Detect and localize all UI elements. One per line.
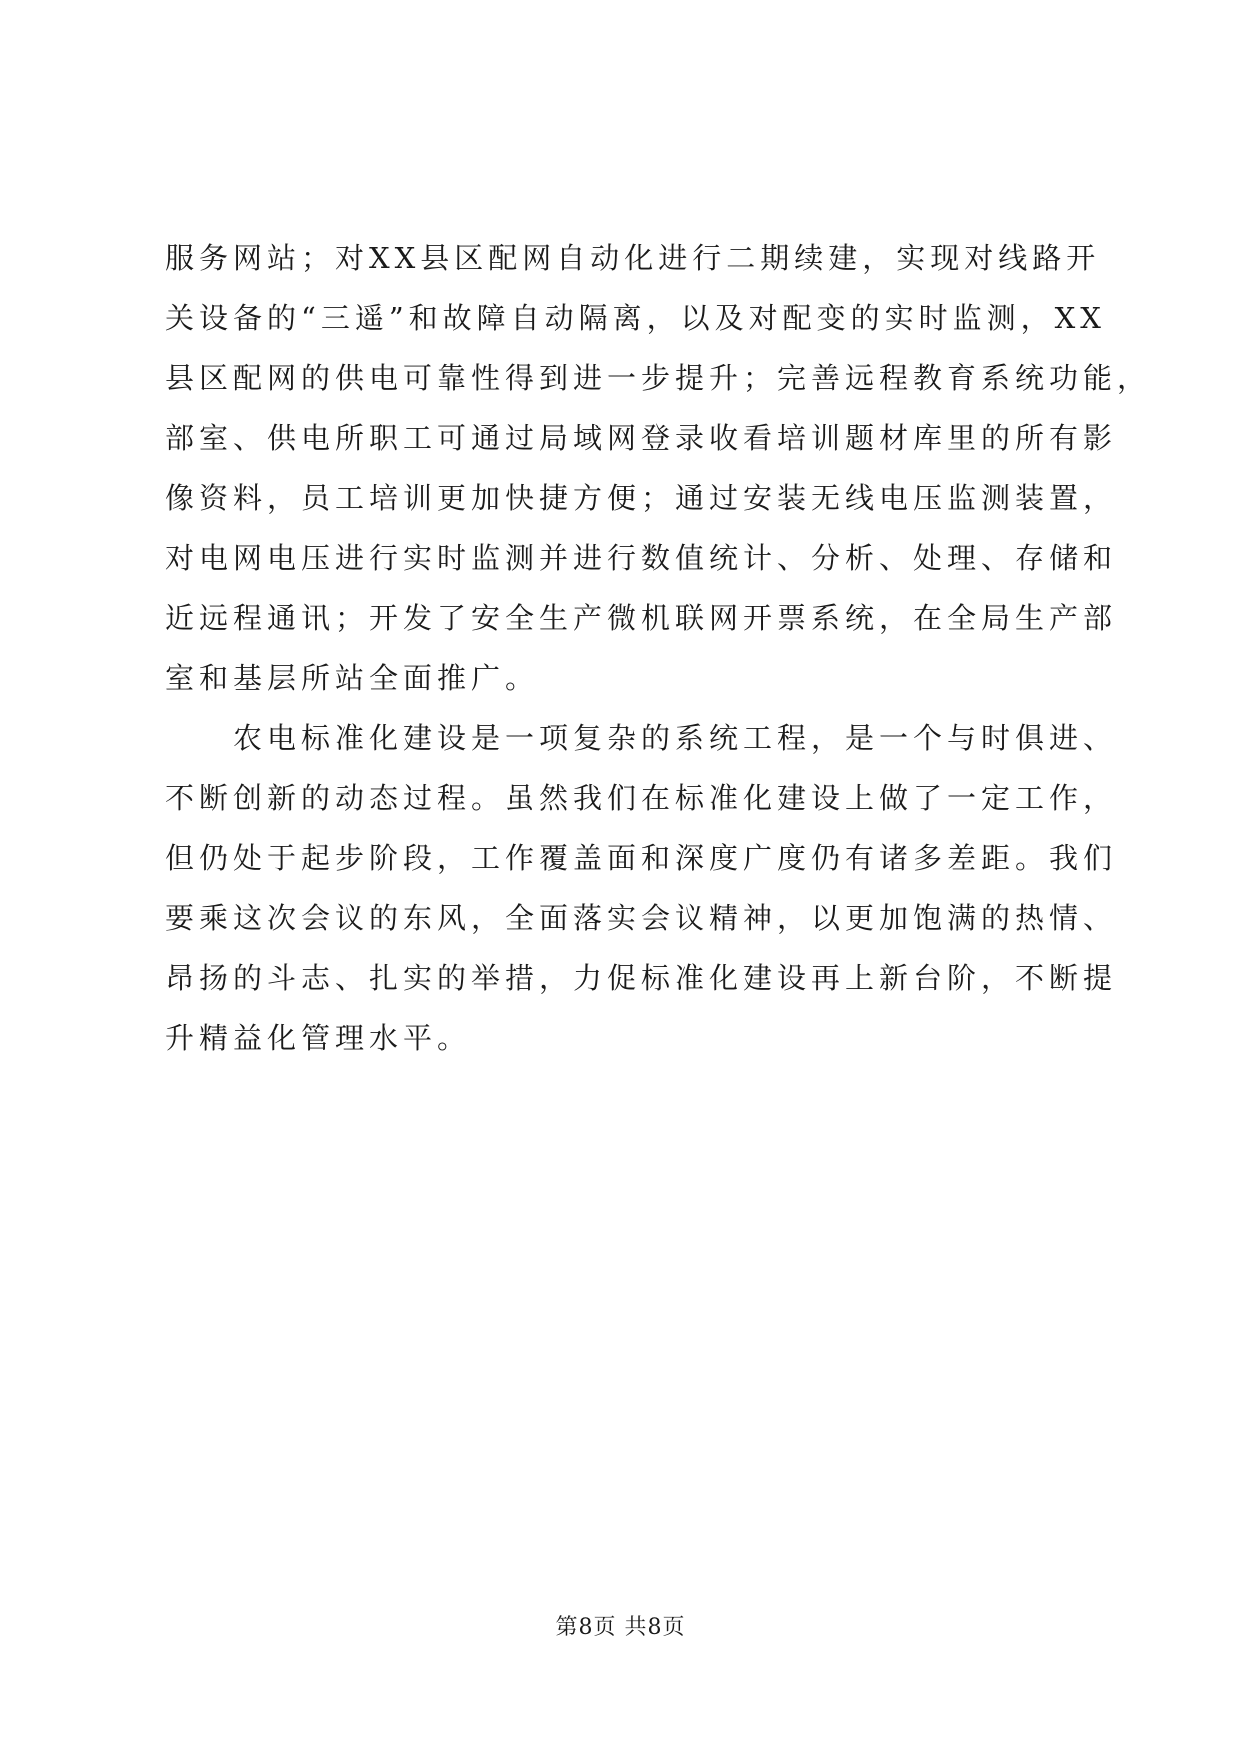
page-footer — [0, 1610, 1241, 1641]
text-line: 室和基层所站全面推广。 — [165, 661, 540, 695]
text-line: 升精益化管理水平。 — [165, 1021, 472, 1055]
text-line: 县区配网的供电可靠性得到进一步提升；完善远程教育系统功能， — [165, 361, 1152, 395]
text-line: 像资料，员工培训更加快捷方便；通过安装无线电压监测装置， — [165, 481, 1118, 515]
paragraph-1 — [165, 228, 1152, 708]
text-line: 不断创新的动态过程。虽然我们在标准化建设上做了一定工作， — [165, 781, 1118, 815]
page-number-label: 第8页 共8页 — [555, 1615, 686, 1640]
text-line: 部室、供电所职工可通过局域网登录收看培训题材库里的所有影 — [165, 421, 1118, 455]
text-line: 对电网电压进行实时监测并进行数值统计、分析、处理、存储和 — [165, 541, 1118, 575]
text-line: 但仍处于起步阶段，工作覆盖面和深度广度仍有诸多差距。我们 — [165, 841, 1118, 875]
text-line: 农电标准化建设是一项复杂的系统工程，是一个与时俱进、 — [165, 721, 1118, 755]
text-line: 服务网站；对XX县区配网自动化进行二期续建，实现对线路开 — [165, 241, 1101, 275]
text-line: 要乘这次会议的东风，全面落实会议精神，以更加饱满的热情、 — [165, 901, 1118, 935]
text-line: 昂扬的斗志、扎实的举措，力促标准化建设再上新台阶，不断提 — [165, 961, 1118, 995]
text-line: 关设备的“三遥”和故障自动隔离，以及对配变的实时监测，XX — [165, 301, 1106, 335]
body-text — [165, 228, 1152, 1068]
text-line: 近远程通讯；开发了安全生产微机联网开票系统，在全局生产部 — [165, 601, 1118, 635]
paragraph-2 — [165, 708, 1118, 1068]
